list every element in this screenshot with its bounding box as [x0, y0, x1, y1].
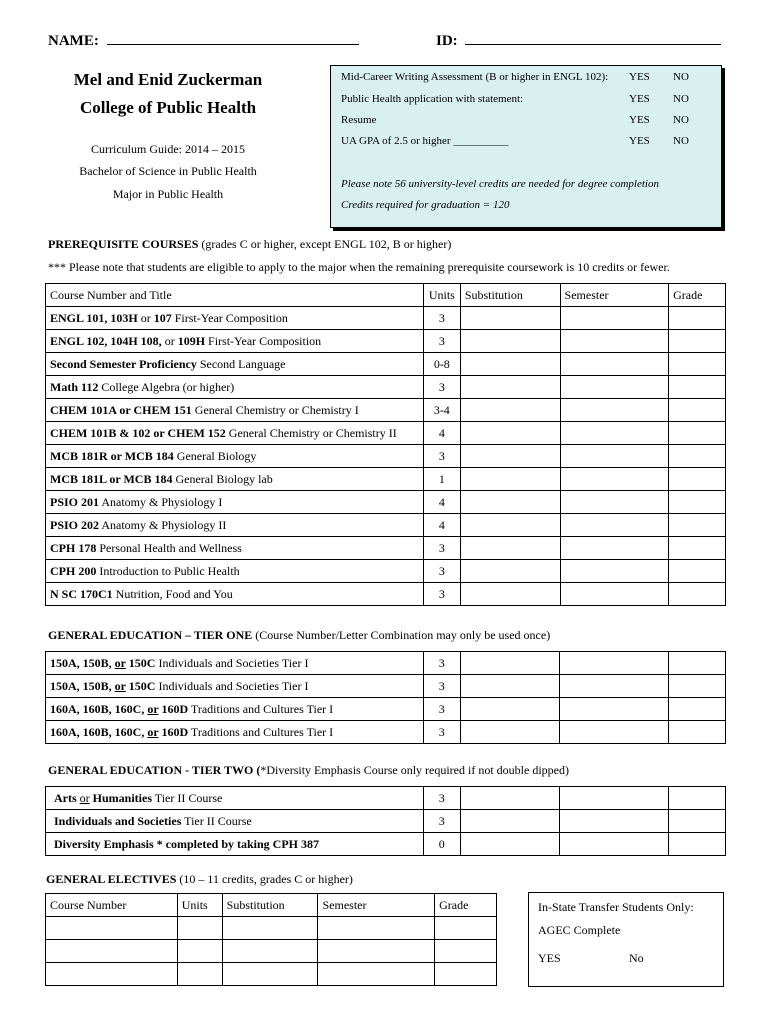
table-row: [46, 787, 726, 810]
grade-cell[interactable]: [669, 491, 726, 514]
major-name: Major in Public Health: [112, 187, 224, 201]
table-row: [46, 810, 726, 833]
id-label: ID:: [436, 33, 458, 49]
substitution-cell[interactable]: [460, 583, 560, 606]
course-cell: Arts or Humanities Tier II Course: [46, 787, 424, 810]
semester-cell[interactable]: [560, 514, 669, 537]
substitution-cell[interactable]: [460, 330, 560, 353]
semester-cell[interactable]: [560, 353, 669, 376]
req-no[interactable]: NO: [673, 114, 689, 126]
substitution-cell[interactable]: [460, 445, 560, 468]
units-cell: 3: [423, 330, 460, 353]
grade-cell[interactable]: [669, 537, 726, 560]
substitution-cell[interactable]: [460, 491, 560, 514]
grade-cell[interactable]: [669, 353, 726, 376]
semester-cell[interactable]: [560, 422, 669, 445]
units-cell: 3: [423, 721, 460, 744]
req-label: Public Health application with statement:: [341, 93, 524, 105]
units-cell: 3: [423, 698, 460, 721]
substitution-cell[interactable]: [460, 399, 560, 422]
units-cell: 3: [423, 675, 460, 698]
req-yes[interactable]: YES: [629, 93, 650, 105]
units-cell: 3: [423, 810, 460, 833]
grade-cell[interactable]: [669, 721, 726, 744]
tier2-subtitle: *Diversity Emphasis Course only required if not double dipped): [260, 763, 569, 777]
prereq-subtitle: (grades C or higher, except ENGL 102, B or higher): [198, 237, 452, 251]
semester-cell[interactable]: [560, 376, 669, 399]
agec-label: AGEC Complete: [538, 923, 621, 937]
table-row: [46, 514, 726, 537]
substitution-cell[interactable]: [222, 917, 318, 940]
substitution-cell[interactable]: [460, 468, 560, 491]
substitution-cell[interactable]: [460, 698, 560, 721]
semester-cell[interactable]: [560, 307, 669, 330]
req-yes[interactable]: YES: [629, 71, 650, 83]
semester-cell[interactable]: [560, 721, 669, 744]
grade-cell[interactable]: [669, 675, 726, 698]
units-cell: 3: [423, 652, 460, 675]
table-row: [46, 376, 726, 399]
table-row: [46, 399, 726, 422]
course-cell: CHEM 101A or CHEM 151 General Chemistry or Chemistry I: [46, 399, 424, 422]
semester-cell[interactable]: [560, 445, 669, 468]
course-cell[interactable]: [46, 963, 178, 986]
semester-cell[interactable]: [318, 940, 435, 963]
table-row: [46, 330, 726, 353]
table-header-row: [46, 894, 497, 917]
id-input-line[interactable]: [465, 30, 721, 45]
course-cell: PSIO 201 Anatomy & Physiology I: [46, 491, 424, 514]
units-cell: 3: [423, 376, 460, 399]
table-row: [46, 675, 726, 698]
tier1-table: [45, 651, 726, 744]
semester-cell[interactable]: [560, 330, 669, 353]
table-row: [46, 721, 726, 744]
units-cell: 4: [423, 422, 460, 445]
semester-cell[interactable]: [560, 675, 669, 698]
course-cell: ENGL 101, 103H or 107 First-Year Composition: [46, 307, 424, 330]
tier2-heading: [48, 763, 569, 778]
units-cell: 3: [423, 537, 460, 560]
transfer-no[interactable]: No: [629, 951, 644, 965]
transfer-title: In-State Transfer Students Only:: [538, 900, 694, 914]
table-row: [46, 307, 726, 330]
substitution-cell[interactable]: [460, 422, 560, 445]
units-cell: 1: [423, 468, 460, 491]
credits-note: Please note 56 university-level credits are needed for degree completion: [341, 178, 659, 190]
course-cell: Math 112 College Algebra (or higher): [46, 376, 424, 399]
course-cell: 160A, 160B, 160C, or 160D Traditions and Cultures Tier I: [46, 698, 424, 721]
col-header-substitution: Substitution: [460, 284, 560, 307]
prereq-title: PREREQUISITE COURSES: [48, 237, 199, 251]
curriculum-guide: Curriculum Guide: 2014 – 2015: [91, 142, 245, 156]
semester-cell[interactable]: [560, 491, 669, 514]
substitution-cell[interactable]: [460, 652, 560, 675]
semester-cell[interactable]: [560, 787, 669, 810]
req-yes[interactable]: YES: [629, 135, 650, 147]
semester-cell[interactable]: [560, 810, 669, 833]
degree-name: Bachelor of Science in Public Health: [79, 164, 257, 178]
semester-cell[interactable]: [318, 963, 435, 986]
course-cell: N SC 170C1 Nutrition, Food and You: [46, 583, 424, 606]
grade-cell[interactable]: [669, 399, 726, 422]
transfer-box: [528, 892, 724, 987]
table-row: [46, 583, 726, 606]
table-row: [46, 963, 497, 986]
tier1-subtitle: (Course Number/Letter Combination may only be used once): [252, 628, 551, 642]
units-cell: 0: [423, 833, 460, 856]
name-label: NAME:: [48, 33, 99, 49]
substitution-cell[interactable]: [222, 940, 318, 963]
req-no[interactable]: NO: [673, 93, 689, 105]
prereq-note: *** Please note that students are eligible to apply to the major when the remaining prerequisite coursework is 10 credits or fewer.: [48, 260, 670, 274]
units-cell: 4: [423, 491, 460, 514]
grade-cell[interactable]: [669, 787, 726, 810]
col-header-substitution: Substitution: [222, 894, 318, 917]
semester-cell[interactable]: [560, 468, 669, 491]
substitution-cell[interactable]: [460, 675, 560, 698]
tier1-heading: [48, 628, 550, 643]
req-row-resume: [341, 114, 376, 126]
course-cell: ENGL 102, 104H 108, or 109H First-Year Composition: [46, 330, 424, 353]
table-header-row: [46, 284, 726, 307]
tier2-table: [45, 786, 726, 856]
col-header-course: Course Number: [46, 894, 178, 917]
substitution-cell[interactable]: [222, 963, 318, 986]
units-cell: 3: [423, 787, 460, 810]
req-row-application: [341, 93, 523, 105]
table-row: [46, 652, 726, 675]
electives-title: GENERAL ELECTIVES: [46, 872, 177, 886]
units-cell: 4: [423, 514, 460, 537]
tier1-title: GENERAL EDUCATION – TIER ONE: [48, 628, 253, 642]
substitution-cell[interactable]: [460, 810, 560, 833]
grade-cell[interactable]: [669, 833, 726, 856]
grade-cell[interactable]: [669, 514, 726, 537]
col-header-grade: Grade: [669, 284, 726, 307]
grade-cell[interactable]: [435, 917, 497, 940]
course-cell: 150A, 150B, or 150C Individuals and Societies Tier I: [46, 652, 424, 675]
substitution-cell[interactable]: [460, 787, 560, 810]
electives-heading: [46, 872, 353, 887]
grade-cell[interactable]: [669, 652, 726, 675]
prereq-heading: [48, 237, 451, 252]
course-cell: CPH 178 Personal Health and Wellness: [46, 537, 424, 560]
grade-cell[interactable]: [669, 583, 726, 606]
course-cell: 160A, 160B, 160C, or 160D Traditions and Cultures Tier I: [46, 721, 424, 744]
semester-cell[interactable]: [560, 833, 669, 856]
req-yes[interactable]: YES: [629, 114, 650, 126]
semester-cell[interactable]: [318, 917, 435, 940]
units-cell: 0-8: [423, 353, 460, 376]
tier2-title: GENERAL EDUCATION - TIER TWO (: [48, 763, 261, 777]
table-row: [46, 940, 497, 963]
substitution-cell[interactable]: [460, 307, 560, 330]
grade-cell[interactable]: [669, 445, 726, 468]
course-cell: Second Semester Proficiency Second Language: [46, 353, 424, 376]
grade-cell[interactable]: [669, 330, 726, 353]
units-cell: 3: [423, 583, 460, 606]
requirements-box: [330, 65, 722, 228]
course-cell: MCB 181R or MCB 184 General Biology: [46, 445, 424, 468]
name-field: [48, 30, 359, 50]
grade-cell[interactable]: [669, 376, 726, 399]
table-row: [46, 468, 726, 491]
units-cell: 3: [423, 445, 460, 468]
req-row-gpa: [341, 135, 508, 147]
col-header-course: Course Number and Title: [46, 284, 424, 307]
course-cell: Individuals and Societies Tier II Course: [46, 810, 424, 833]
college-name-line1: Mel and Enid Zuckerman: [73, 70, 263, 89]
table-row: [46, 353, 726, 376]
course-cell: MCB 181L or MCB 184 General Biology lab: [46, 468, 424, 491]
substitution-cell[interactable]: [460, 514, 560, 537]
req-no[interactable]: NO: [673, 71, 689, 83]
table-row: [46, 917, 497, 940]
col-header-grade: Grade: [435, 894, 497, 917]
substitution-cell[interactable]: [460, 721, 560, 744]
substitution-cell[interactable]: [460, 353, 560, 376]
grade-cell[interactable]: [669, 307, 726, 330]
semester-cell[interactable]: [560, 560, 669, 583]
semester-cell[interactable]: [560, 698, 669, 721]
table-row: [46, 422, 726, 445]
req-no[interactable]: NO: [673, 135, 689, 147]
col-header-units: Units: [177, 894, 222, 917]
req-label: Resume: [341, 114, 377, 126]
units-cell: 3: [423, 560, 460, 583]
id-field: [436, 30, 721, 50]
substitution-cell[interactable]: [460, 376, 560, 399]
course-cell: CHEM 101B & 102 or CHEM 152 General Chemistry or Chemistry II: [46, 422, 424, 445]
grade-cell[interactable]: [669, 468, 726, 491]
grade-cell[interactable]: [669, 810, 726, 833]
course-cell: PSIO 202 Anatomy & Physiology II: [46, 514, 424, 537]
units-cell[interactable]: [177, 917, 222, 940]
semester-cell[interactable]: [560, 537, 669, 560]
graduation-credits-note: Credits required for graduation = 120: [341, 199, 510, 211]
semester-cell[interactable]: [560, 399, 669, 422]
grade-cell[interactable]: [435, 963, 497, 986]
col-header-semester: Semester: [318, 894, 435, 917]
course-cell: Diversity Emphasis * completed by taking CPH 387: [46, 833, 424, 856]
grade-cell[interactable]: [669, 698, 726, 721]
substitution-cell[interactable]: [460, 560, 560, 583]
table-row: [46, 491, 726, 514]
req-row-writing: [341, 71, 608, 83]
table-row: [46, 833, 726, 856]
transfer-yes[interactable]: YES: [538, 951, 561, 965]
req-label: Mid-Career Writing Assessment (B or higher in ENGL 102):: [341, 71, 609, 83]
college-name-line2: College of Public Health: [79, 98, 257, 117]
course-cell: CPH 200 Introduction to Public Health: [46, 560, 424, 583]
units-cell[interactable]: [177, 963, 222, 986]
table-row: [46, 445, 726, 468]
electives-table: [45, 893, 497, 986]
req-label: UA GPA of 2.5 or higher __________: [341, 135, 509, 147]
course-cell[interactable]: [46, 917, 178, 940]
table-row: [46, 537, 726, 560]
semester-cell[interactable]: [560, 652, 669, 675]
table-row: [46, 698, 726, 721]
electives-subtitle: (10 – 11 credits, grades C or higher): [176, 872, 353, 886]
units-cell: 3-4: [423, 399, 460, 422]
units-cell: 3: [423, 307, 460, 330]
name-input-line[interactable]: [107, 30, 359, 45]
col-header-semester: Semester: [560, 284, 669, 307]
course-cell: 150A, 150B, or 150C Individuals and Societies Tier I: [46, 675, 424, 698]
grade-cell[interactable]: [435, 940, 497, 963]
substitution-cell[interactable]: [460, 833, 560, 856]
units-cell[interactable]: [177, 940, 222, 963]
table-row: [46, 560, 726, 583]
substitution-cell[interactable]: [460, 537, 560, 560]
grade-cell[interactable]: [669, 560, 726, 583]
grade-cell[interactable]: [669, 422, 726, 445]
col-header-units: Units: [423, 284, 460, 307]
prereq-table: [45, 283, 726, 606]
semester-cell[interactable]: [560, 583, 669, 606]
course-cell[interactable]: [46, 940, 178, 963]
